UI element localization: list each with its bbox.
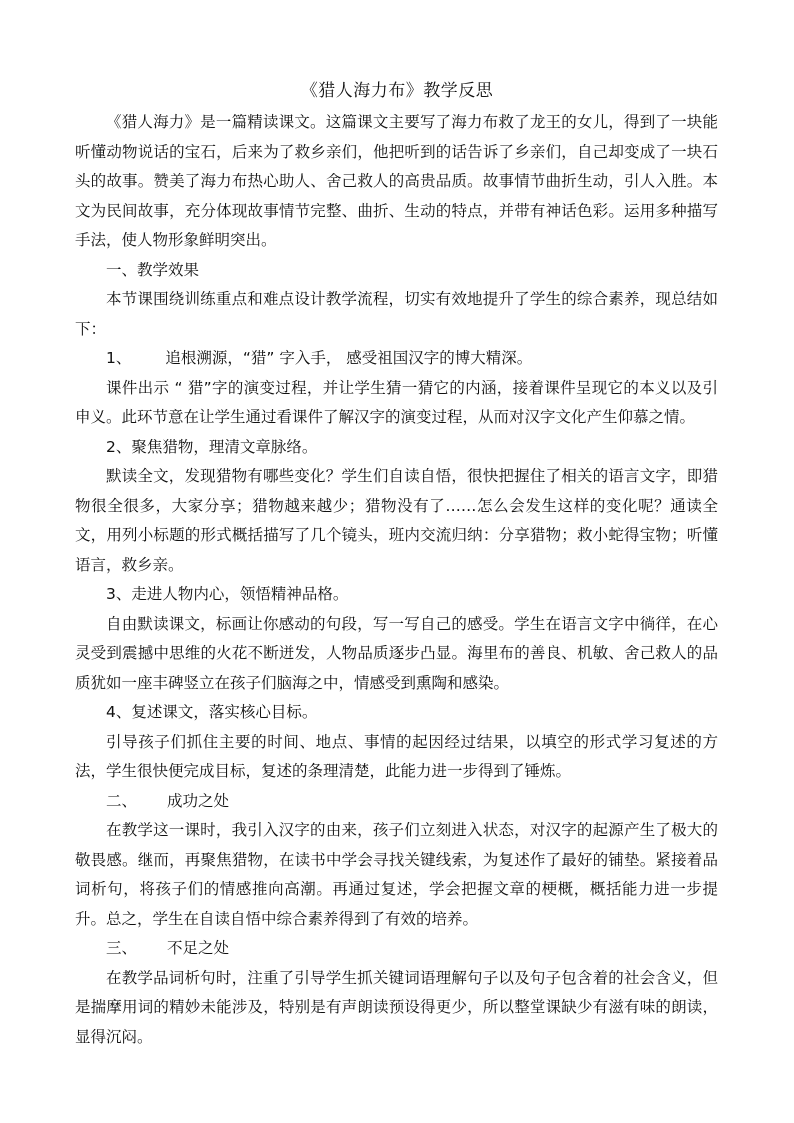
item1-heading: 追根溯源，“猎” 字入手， 感受祖国汉字的博大精深。 — [165, 349, 533, 367]
section3-heading-line — [75, 934, 718, 964]
item1-number: 1、 — [106, 349, 132, 367]
item4-text: 引导孩子们抓住主要的时间、地点、事情的起因经过结果，以填空的形式学习复述的方法，学生很快便完成目标，复述的条理清楚，此能力进一步得到了锤炼。 — [75, 732, 718, 780]
item4-heading: 4、复述课文，落实核心目标。 — [106, 703, 318, 721]
section2-heading-line — [75, 787, 718, 817]
item1-text: 课件出示 “ 猎”字的演变过程，并让学生猜一猜它的内涵，接着课件呈现它的本义以及引申义。此环节意在让学生通过看课件了解汉字的演变过程，从而对汉字文化产生仰慕之情。 — [75, 378, 718, 426]
item1-heading-line — [75, 344, 718, 374]
item2-heading: 2、聚焦猎物，理清文章脉络。 — [106, 437, 318, 456]
section3-text: 在教学品词析句时，注重了引导学生抓关键词语理解句子以及句子包含着的社会含义，但是揣摩用词的精妙未能涉及，特别是有声朗读预设得更少，所以整堂课缺少有滋有味的朗读，显得沉闷。 — [75, 968, 718, 1046]
item3-heading: 3、走进人物内心，领悟精神品格。 — [106, 585, 349, 603]
intro-paragraph: 《猎人海力》是一篇精读课文。这篇课文主要写了海力布救了龙王的女儿，得到了一块能听懂动物说话的宝石，后来为了救乡亲们，他把听到的话告诉了乡亲们，自己却变成了一块石头的故事。赞美了海力布热心助人、舍己救人的高贵品质。故事情节曲折生动，引人入胜。本文为民间故事，充分体现故事情节完整、曲折、生动的特点，并带有神话色彩。运用多种描写手法，使人物形象鲜明突出。 — [75, 113, 718, 249]
section3-number: 三、 — [106, 939, 138, 957]
section2-number: 二、 — [106, 791, 138, 810]
section3-heading: 不足之处 — [167, 939, 230, 957]
document-body — [75, 108, 718, 1052]
section1-summary: 本节课围绕训练重点和难点设计教学流程，切实有效地提升了学生的综合素养，现总结如下： — [75, 290, 718, 338]
section2-heading: 成功之处 — [167, 791, 230, 810]
item2-text: 默读全文，发现猎物有哪些变化？学生们自读自悟，很快把握住了相关的语言文字，即猎物很全很多，大家分享；猎物越来越少；猎物没有了……怎么会发生这样的变化呢？通读全文，用列小标题的形式概括描写了几个镜头，班内交流归纳：分享猎物；救小蛇得宝物；听懂语言，救乡亲。 — [75, 467, 718, 574]
item3-text: 自由默读课文，标画让你感动的句段，写一写自己的感受。学生在语言文字中徜徉，在心灵受到震撼中思维的火花不断迸发，人物品质逐步凸显。海里布的善良、机敏、舍己救人的品质犹如一座丰碑竖立在孩子们脑海之中，情感受到熏陶和感染。 — [75, 614, 718, 692]
section2-text: 在教学这一课时，我引入汉字的由来，孩子们立刻进入状态，对汉字的起源产生了极大的敬畏感。继而，再聚焦猎物，在读书中学会寻找关键线索，为复述作了最好的铺垫。紧接着品词析句，将孩子们的情感推向高潮。再通过复述，学会把握文章的梗概，概括能力进一步提升。总之，学生在自读自悟中综合素养得到了有效的培养。 — [75, 821, 718, 928]
document-title: 《猎人海力布》教学反思 — [300, 81, 494, 101]
section1-heading: 一、教学效果 — [106, 260, 200, 279]
